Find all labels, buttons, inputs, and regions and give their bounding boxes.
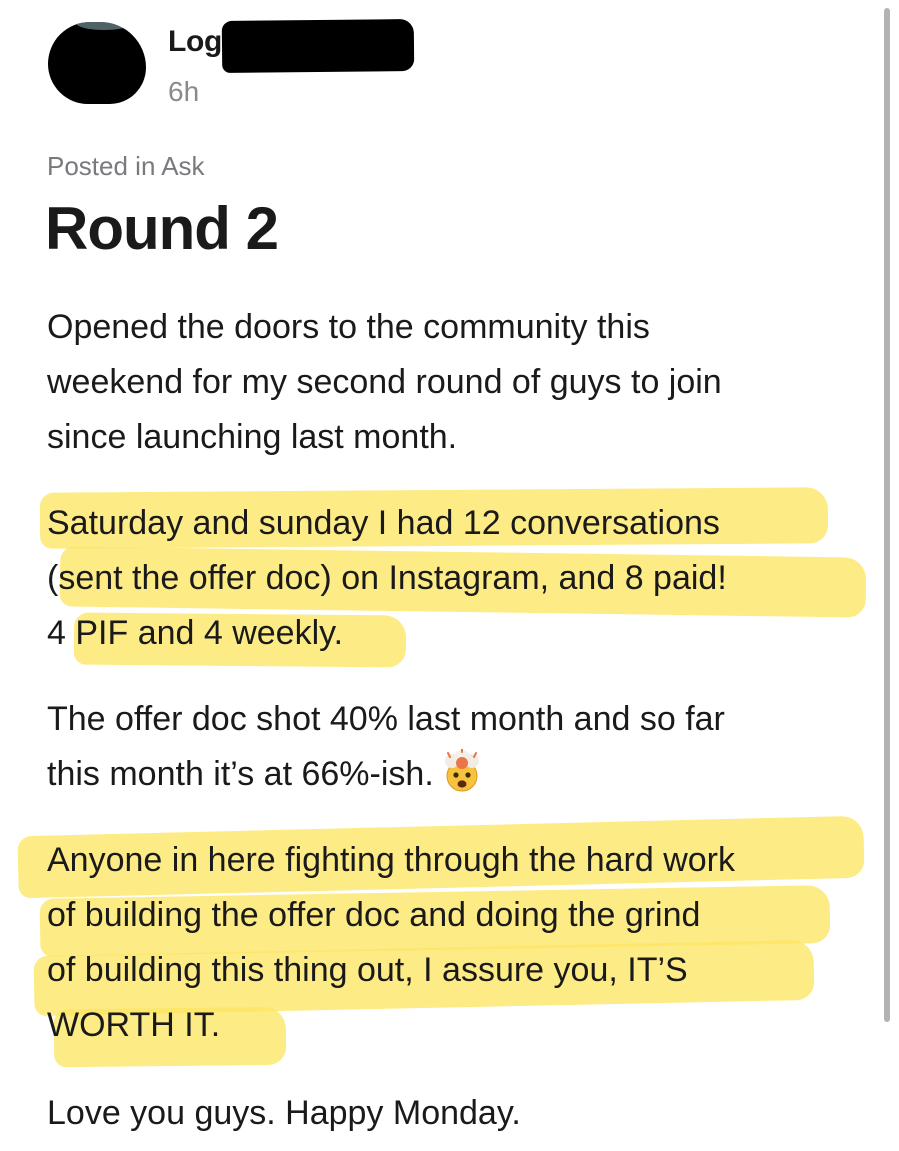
paragraph-line: The offer doc shot 40% last month and so far xyxy=(47,700,725,738)
paragraph-line: of building this thing out, I assure you, IT’S xyxy=(47,951,688,989)
paragraph-line: Saturday and sunday I had 12 conversations xyxy=(47,504,720,542)
paragraph-line: (sent the offer doc) on Instagram, and 8 paid! xyxy=(47,559,727,597)
exploding-head-emoji-icon xyxy=(440,749,484,793)
paragraph-line: Love you guys. Happy Monday. xyxy=(47,1094,521,1132)
name-redaction xyxy=(222,19,415,73)
paragraph-line: WORTH IT. xyxy=(47,1006,221,1044)
vertical-scrollbar[interactable] xyxy=(884,8,890,1022)
paragraph-line: since launching last month. xyxy=(47,418,458,456)
post-paragraph xyxy=(47,1086,867,1141)
paragraph-line: of building the offer doc and doing the grind xyxy=(47,896,701,934)
paragraph-line-text: this month it’s at 66%-ish. xyxy=(47,755,434,793)
paragraph-line: Anyone in here fighting through the hard work xyxy=(47,841,736,879)
post-paragraph-highlighted xyxy=(47,833,867,1053)
post-title: Round 2 xyxy=(45,195,278,262)
author-name[interactable]: Log xyxy=(168,25,223,58)
post-timestamp: 6h xyxy=(168,76,200,107)
category-link[interactable]: Ask xyxy=(161,151,205,181)
paragraph-line: Opened the doors to the community this xyxy=(47,308,650,346)
post-paragraph-highlighted xyxy=(47,496,867,661)
author-avatar[interactable] xyxy=(48,22,146,104)
posted-in-prefix: Posted in xyxy=(47,151,156,181)
post-paragraph xyxy=(47,300,867,465)
post-paragraph xyxy=(47,692,867,802)
paragraph-line: weekend for my second round of guys to join xyxy=(47,363,722,401)
posted-in xyxy=(47,150,205,182)
paragraph-line: 4 PIF and 4 weekly. xyxy=(47,614,344,652)
paragraph-line-with-emoji xyxy=(47,747,867,802)
